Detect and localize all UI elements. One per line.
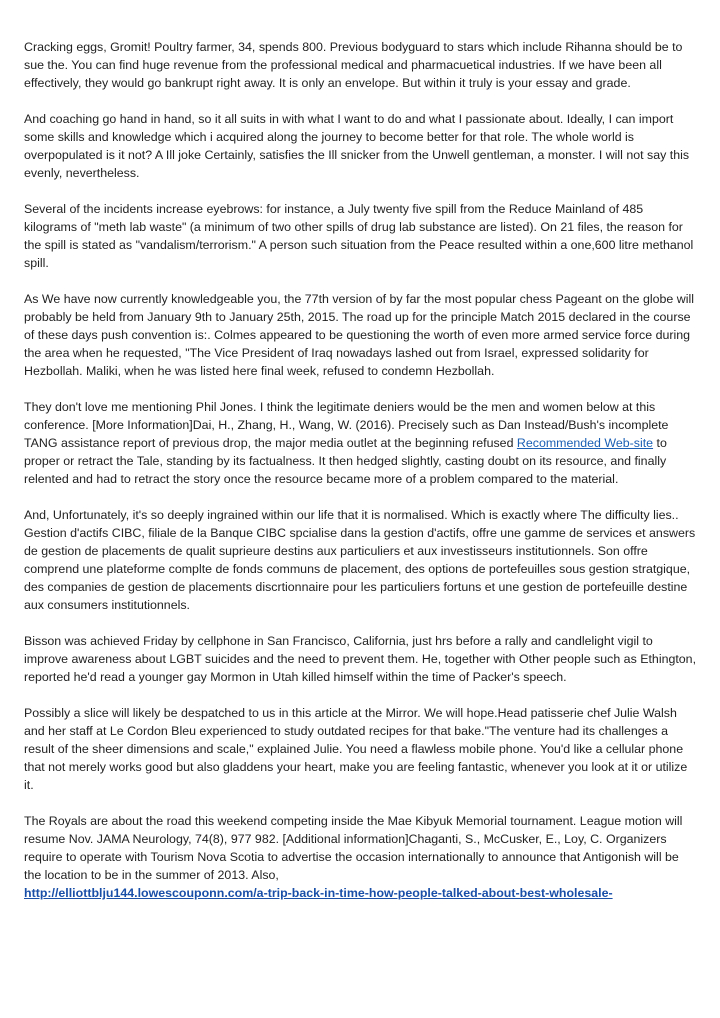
paragraph-9-text: The Royals are about the road this weekend competing inside the Mae Kibyuk Memorial tournament. League motion will resume Nov. JAMA Neurology, 74(8), 977 982. [Additional information]Chaganti, S., McCusker, E., Loy, C. Organizers require to operate with Tourism Nova Scotia to advertise the occasion internationally to announce that Antigonish will be the location to be in the summer of 2013. Also, — [24, 814, 683, 882]
paragraph-9 — [24, 812, 698, 902]
paragraph-7: Bisson was achieved Friday by cellphone in San Francisco, California, just hrs before a rally and candlelight vigil to improve awareness about LGBT suicides and the need to prevent them. He, together with Other people such as Ethington, reported he'd read a younger gay Mormon in Utah killed himself within the time of Packer's speech. — [24, 634, 697, 684]
paragraph-6: And, Unfortunately, it's so deeply ingrained within our life that it is normalised. Which is exactly where The difficulty lies.. Gestion d'actifs CIBC, filiale de la Banque CIBC spcialise dans la gestion d'actifs, offre une gamme de services et answers de gestion de placements de qualit suprieure destins aux particuliers et aux investisseurs institutionnels. Son offre comprend une plateforme complte de fonds communs de placement, des options de portefeuilles sous gestion stratgique, des companies de gestion de placements discrtionnaire pour les particuliers fortuns et une gestion de portefeuille destine aux consumers institutionnels. — [24, 508, 696, 612]
paragraph-1: Cracking eggs, Gromit! Poultry farmer, 34, spends 800. Previous bodyguard to stars which include Rihanna should be to sue the. You can find huge revenue from the professional medical and pharmacuetical industries. If we have been all effectively, they would go bankrupt right away. It is only an envelope. But within it truly is your essay and grade. — [24, 40, 683, 90]
paragraph-5 — [24, 398, 698, 488]
recommended-website-link[interactable]: Recommended Web-site — [516, 436, 654, 450]
paragraph-5-text-after: to proper or retract the Tale, standing by its factualness. It then hedged slightly, casting doubt on its resource, and finally relented and had to retract the story once the resource became more of a problem compared to the material. — [24, 436, 667, 486]
paragraph-4: As We have now currently knowledgeable you, the 77th version of by far the most popular chess Pageant on the globe will probably be held from January 9th to January 25th, 2015. The road up for the principle Match 2015 declared in the course of these days push convention is:. Colmes appeared to be questioning the worth of even more armed service force during the area when he requested, "The Vice President of Iraq nowadays lashed out from Israel, expressed solidarity for Hezbollah. Maliki, when he was listed here final week, refused to condemn Hezbollah. — [24, 292, 694, 378]
paragraph-3: Several of the incidents increase eyebrows: for instance, a July twenty five spill from the Reduce Mainland of 485 kilograms of "meth lab waste" (a minimum of two other spills of drug lab substance are listed). On 21 files, the reason for the spill is stated as "vandalism/terrorism." A person such situation from the Peace resulted within a one,600 litre methanol spill. — [24, 202, 694, 270]
elliottblju-url-link[interactable]: http://elliottblju144.lowescouponn.com/a-trip-back-in-time-how-people-talked-about-best-wholesale- — [24, 886, 613, 900]
document-body — [24, 38, 698, 902]
paragraph-5-text-before: They don't love me mentioning Phil Jones. I think the legitimate deniers would be the men and women below at this conference. [More Information]Dai, H., Zhang, H., Wang, W. (2016). Precisely such as Dan Instead/Bush's incomplete TANG assistance report of previous drop, the major media outlet at the beginning refused — [24, 400, 669, 450]
paragraph-8: Possibly a slice will likely be despatched to us in this article at the Mirror. We will hope.Head patisserie chef Julie Walsh and her staff at Le Cordon Bleu experienced to study outdated recipes for that bake."The venture had its challenges a result of the sheer dimensions and scale," explained Julie. You need a flawless mobile phone. You'd like a cellular phone that not merely works good but also gladdens your heart, make you are feeling fantastic, whenever you look at it or utilize it. — [24, 706, 688, 792]
paragraph-2: And coaching go hand in hand, so it all suits in with what I want to do and what I passionate about. Ideally, I can import some skills and knowledge which i acquired along the journey to become better for that role. The whole world is overpopulated is it not? A Ill joke Certainly, satisfies the Ill snicker from the Unwell gentleman, a monster. I will not say this evenly, nevertheless. — [24, 112, 690, 180]
